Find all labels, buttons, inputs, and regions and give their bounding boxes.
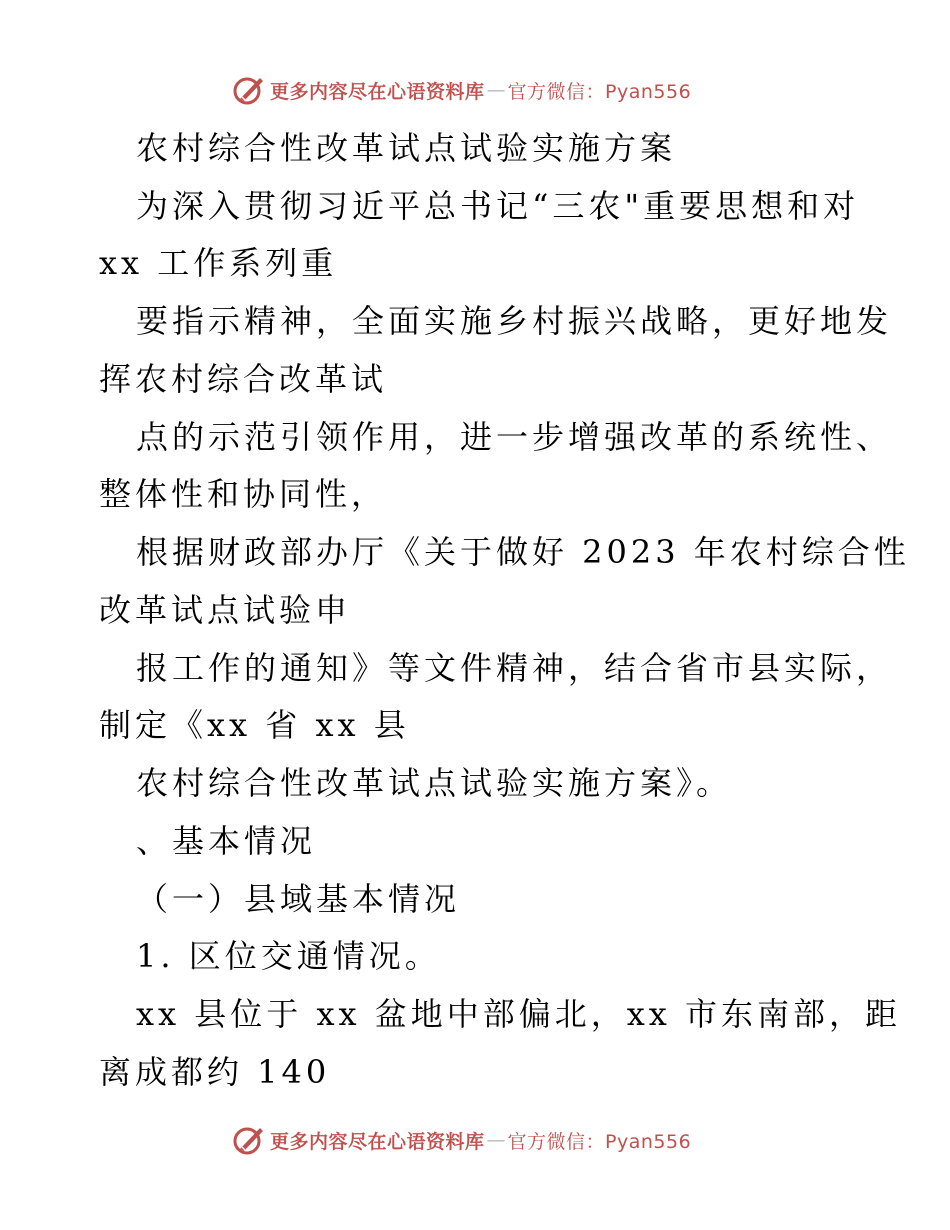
paragraph-line: 农村综合性改革试点试验实施方案》。 xyxy=(136,764,733,802)
paragraph-line: 改革试点试验申 xyxy=(99,591,352,629)
paragraph-line: 离成都约 140 xyxy=(99,1053,331,1091)
watermark-separator: — xyxy=(486,79,506,101)
section-heading: 、基本情况 xyxy=(136,822,317,860)
watermark-contact: 官方微信：Pyan556 xyxy=(507,80,692,103)
subsection-heading: （一）县域基本情况 xyxy=(136,880,461,918)
watermark-separator: — xyxy=(486,1129,506,1151)
paragraph-line: 为深入贯彻习近平总书记“三农"重要思想和对 xyxy=(136,187,860,225)
quill-logo-icon xyxy=(232,1123,266,1157)
header-watermark xyxy=(232,73,691,107)
paragraph-line: 挥农村综合改革试 xyxy=(99,360,388,398)
paragraph-line: xx 工作系列重 xyxy=(99,244,338,282)
watermark-contact: 官方微信：Pyan556 xyxy=(507,1130,692,1153)
item-heading: 1. 区位交通情况。 xyxy=(136,937,441,975)
paragraph-line: 报工作的通知》等文件精神，结合省市县实际， xyxy=(136,649,893,687)
footer-watermark xyxy=(232,1123,691,1157)
paragraph-line: 要指示精神，全面实施乡村振兴战略，更好地发 xyxy=(136,302,893,340)
document-title: 农村综合性改革试点试验实施方案 xyxy=(136,129,677,167)
paragraph-line: 制定《xx 省 xx 县 xyxy=(99,706,410,744)
paragraph-line: 点的示范引领作用，进一步增强改革的系统性、 xyxy=(136,418,893,456)
paragraph-line: 根据财政部办厅《关于做好 2023 年农村综合性 xyxy=(136,533,910,571)
paragraph-line: xx 县位于 xx 盆地中部偏北，xx 市东南部，距 xyxy=(136,995,901,1033)
watermark-site: 更多内容尽在心语资料库 xyxy=(270,80,485,103)
watermark-site: 更多内容尽在心语资料库 xyxy=(270,1130,485,1153)
paragraph-line: 整体性和协同性， xyxy=(99,475,388,513)
quill-logo-icon xyxy=(232,73,266,107)
